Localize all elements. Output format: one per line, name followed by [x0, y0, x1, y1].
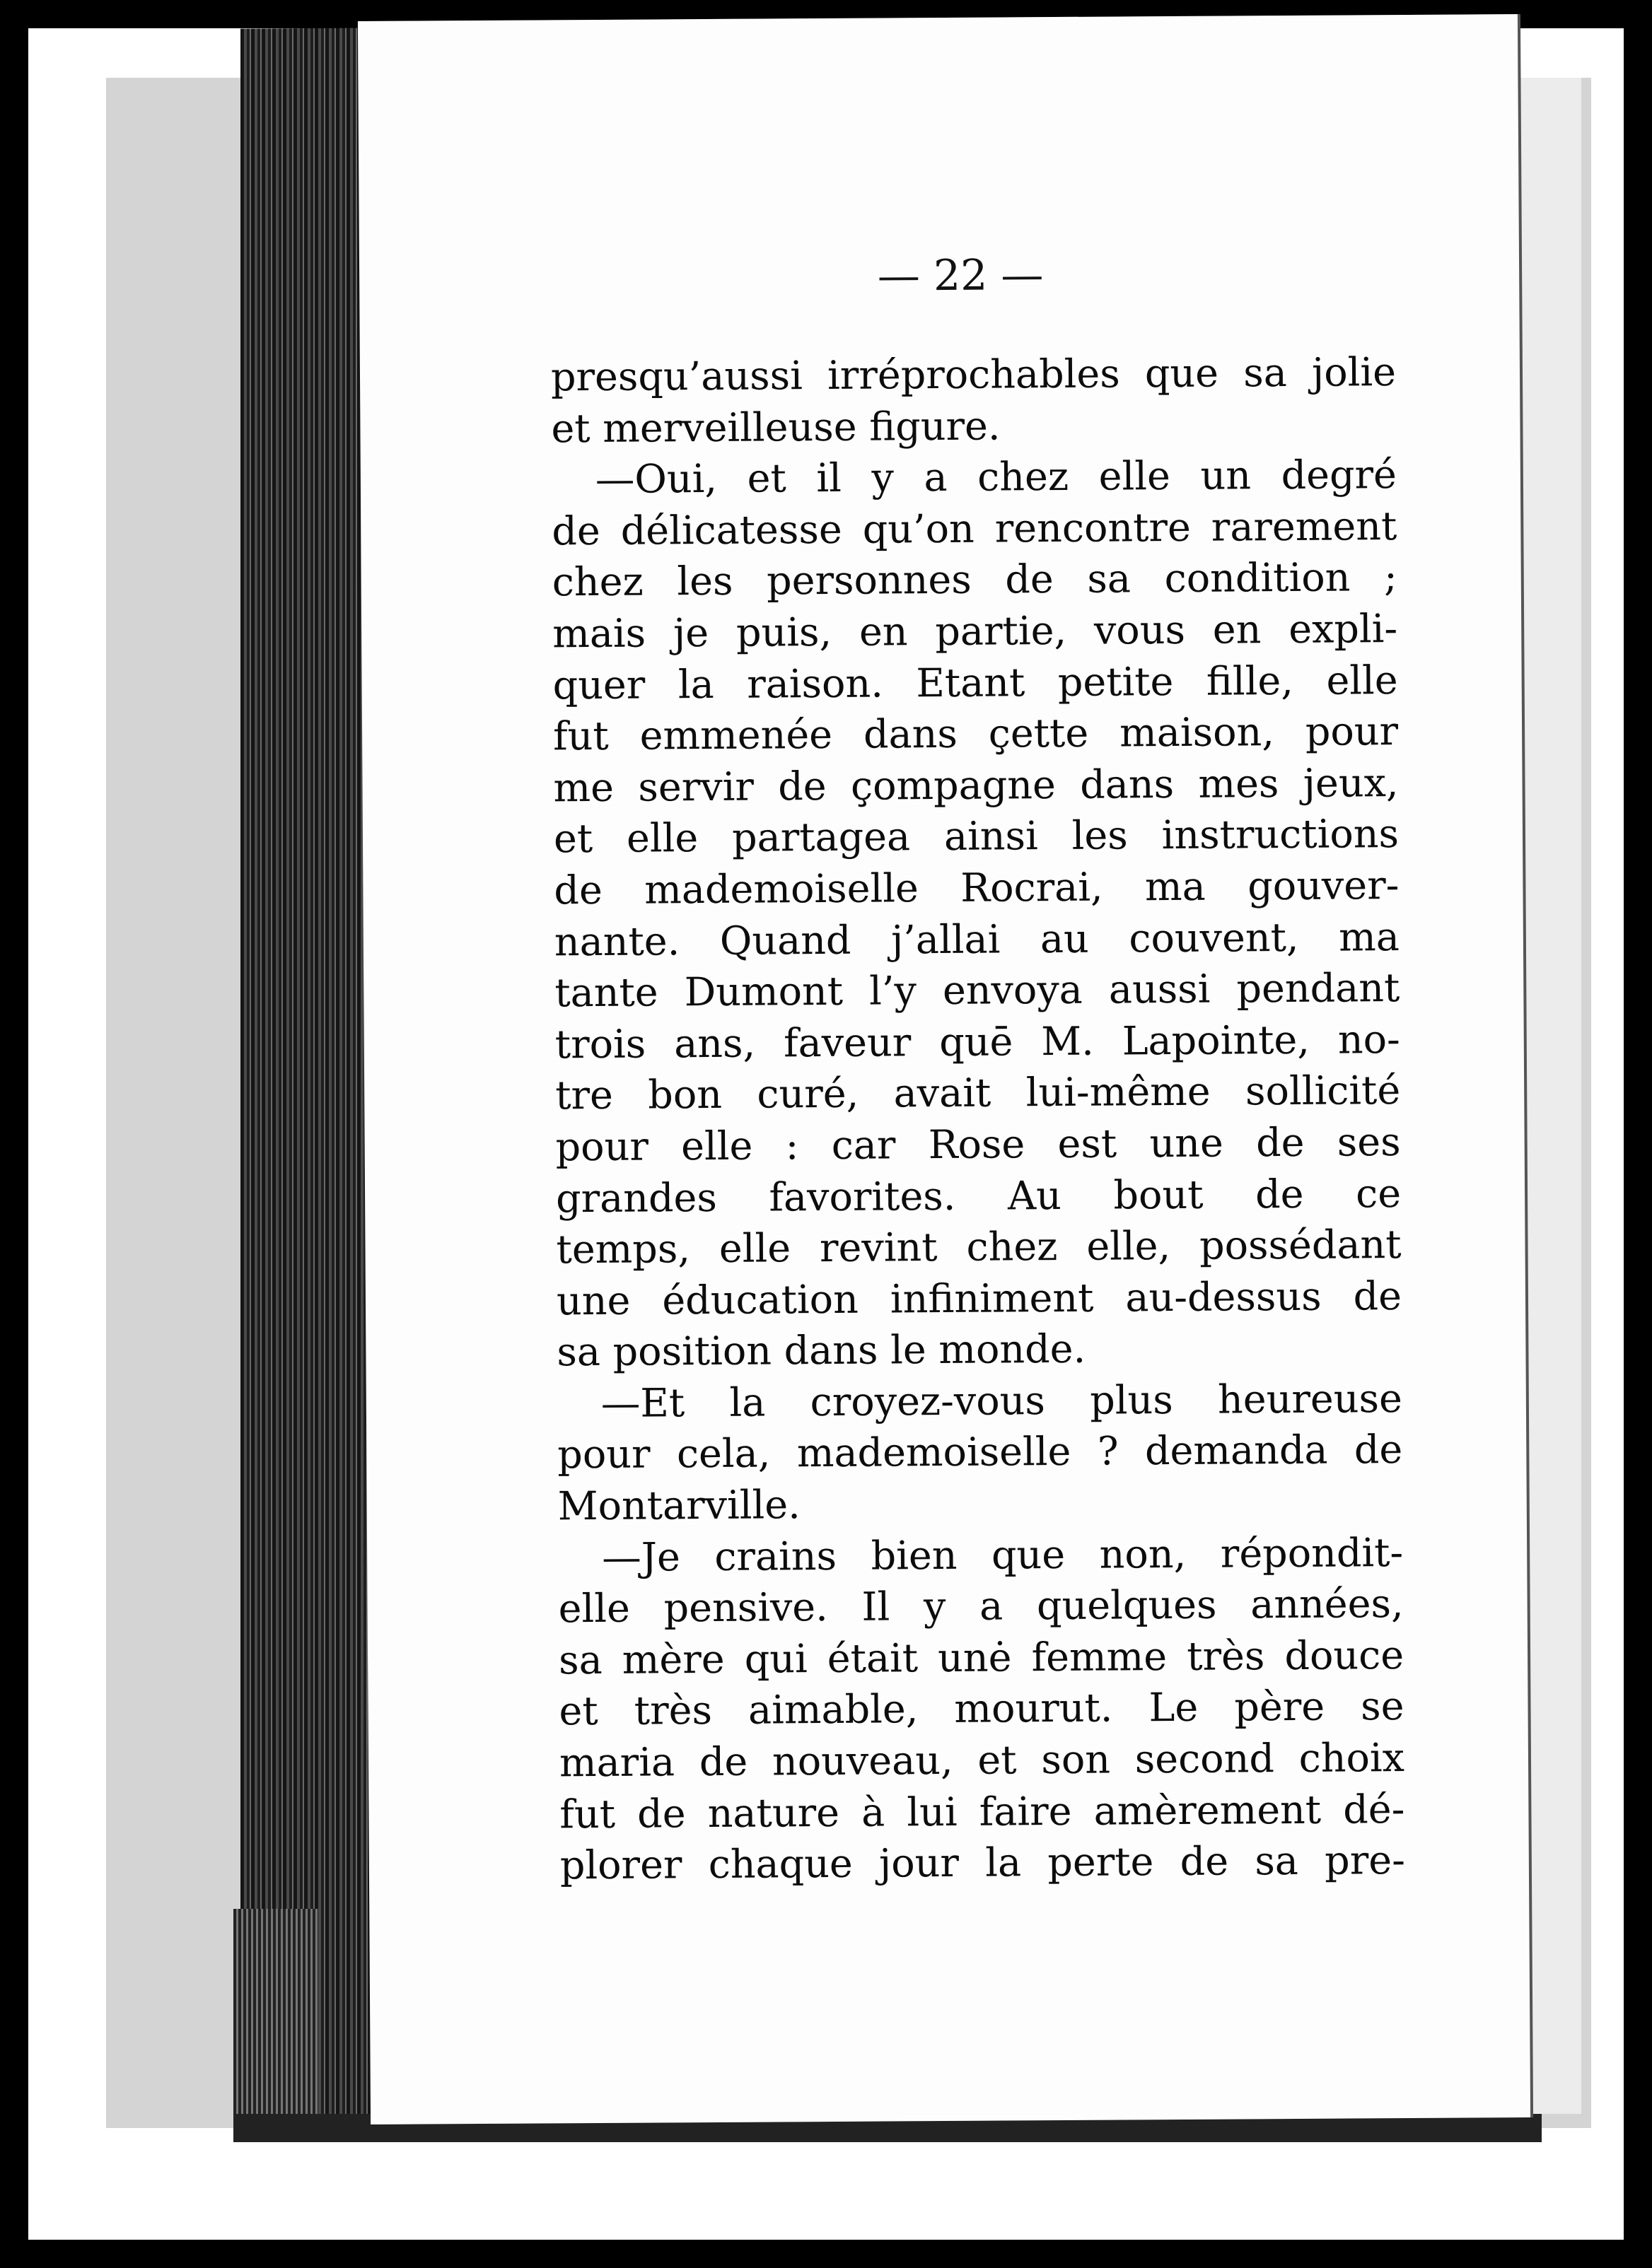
- page-number: — 22 —: [877, 250, 1044, 301]
- text-line: une éducation infiniment au-dessus de: [556, 1273, 1402, 1325]
- text-line: tante Dumont l’y envoya aussi pendant: [554, 965, 1400, 1017]
- text-line: pour elle : car Rose est une de ses: [555, 1118, 1401, 1171]
- text-line: de délicatesse qu’on rencontre rarement: [552, 503, 1397, 555]
- text-line: me servir de çompagne dans mes jeux,: [553, 759, 1399, 812]
- text-line: sa mère qui était unė femme très douce: [558, 1632, 1404, 1684]
- text-line: fut emmenée dans çette maison, pour: [552, 708, 1399, 760]
- text-line: de mademoiselle Rocrai, ma gouver-: [554, 863, 1400, 914]
- page-edge-stack-lower: [233, 1909, 318, 2142]
- text-line: grandes favorites. Au bout de ce: [555, 1170, 1402, 1222]
- text-line: maria de nouveau, et son second choix: [559, 1735, 1405, 1787]
- page-edge-stack: [240, 28, 375, 2121]
- text-line: elle pensive. Il y a quelques années,: [558, 1581, 1404, 1632]
- text-line: chez les personnes de sa condition ;: [552, 554, 1397, 606]
- text-line: plorer chaque jour la perte de sa pre-: [559, 1837, 1406, 1889]
- text-line: sa position dans le monde.: [557, 1326, 1086, 1376]
- text-line: presqu’aussi irréprochables que sa jolie: [550, 349, 1397, 401]
- text-line: et merveilleuse figure.: [551, 403, 1001, 452]
- body-text: [551, 347, 1405, 1892]
- text-line: —Je crains bien que non, répondit-: [602, 1529, 1404, 1581]
- text-line: —Oui, et il y a chez elle un degré: [595, 452, 1397, 503]
- text-line: fut de nature à lui faire amèrement dé-: [559, 1786, 1405, 1837]
- text-line: et très aimable, mourut. Le père se: [559, 1683, 1404, 1735]
- text-line: —Et la croyez-vous plus heureuse: [600, 1375, 1403, 1427]
- text-line: et elle partagea ainsi les instructions: [553, 811, 1400, 863]
- text-line: pour cela, mademoiselle ? demanda de: [557, 1427, 1403, 1478]
- text-line: quer la raison. Etant petite fille, elle: [552, 657, 1398, 708]
- text-line: mais je puis, en partie, vous en expli-: [552, 606, 1398, 657]
- text-line: trois ans, faveur quē M. Lapointe, no-: [554, 1016, 1400, 1068]
- text-line: nante. Quand j’allai au couvent, ma: [554, 913, 1400, 965]
- text-line: tre bon curé, avait lui-même sollicité: [555, 1068, 1401, 1119]
- book-page: [358, 14, 1530, 2124]
- text-line: Montarville.: [557, 1482, 801, 1530]
- text-line: temps, elle revint chez elle, possédant: [556, 1222, 1402, 1273]
